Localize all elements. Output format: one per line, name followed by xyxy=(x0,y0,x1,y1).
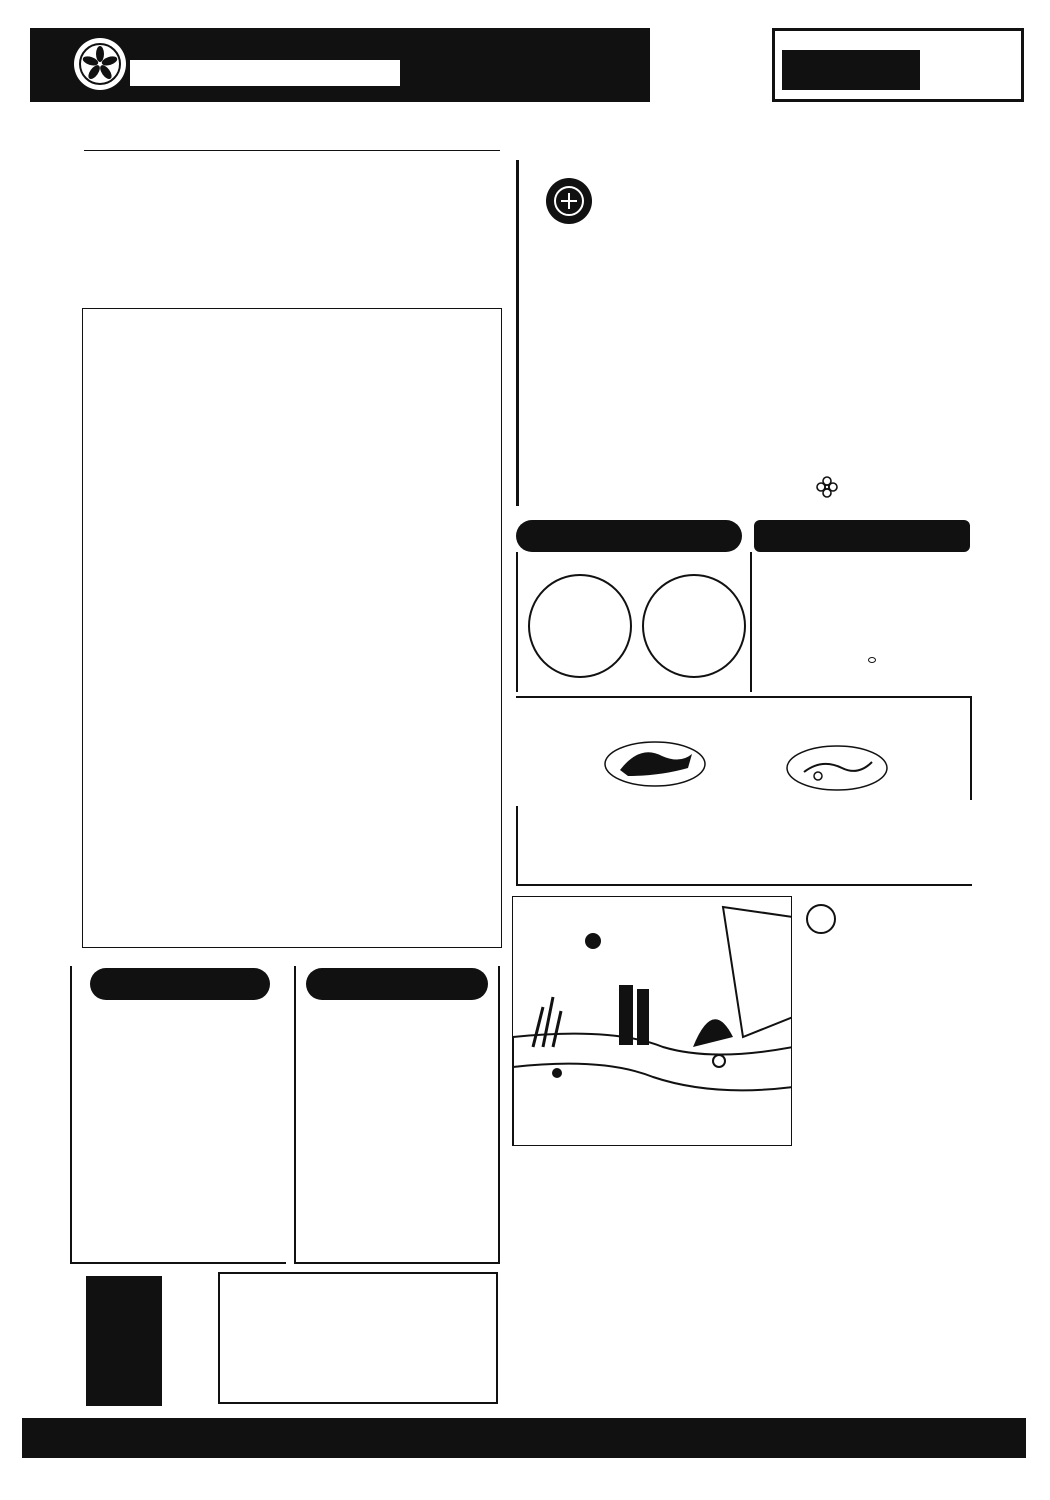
poem-zodiac-box xyxy=(294,966,500,1264)
cartoon-box xyxy=(512,896,792,1146)
minutes-box xyxy=(82,308,502,948)
border-top xyxy=(30,120,1020,144)
zodiac-rooster-icon xyxy=(782,738,892,798)
special-now-label xyxy=(516,520,742,552)
results-special-number xyxy=(868,657,876,663)
brand-emblem xyxy=(546,178,592,224)
zodiac-horse-icon xyxy=(600,734,710,794)
stats-table-title xyxy=(84,150,500,151)
treasure-map-illustration xyxy=(513,897,792,1146)
lucky-zodiac-box xyxy=(516,696,972,800)
prediction-box xyxy=(70,966,286,1264)
special-char-even xyxy=(642,574,746,678)
poem-zodiac-label xyxy=(306,968,488,1000)
results-label xyxy=(754,520,970,552)
results-box xyxy=(750,552,972,692)
cartoon-text-box xyxy=(800,900,975,1150)
special-char-big xyxy=(528,574,632,678)
marksix-flower-icon xyxy=(816,476,838,498)
cartoon-seal xyxy=(806,904,836,934)
redacted-block xyxy=(86,1276,162,1406)
hk-logo xyxy=(74,38,126,90)
ball-pyramid xyxy=(524,374,694,494)
stats-table-box xyxy=(84,150,500,151)
footer xyxy=(22,1418,1026,1458)
big-numbers-box xyxy=(516,806,972,886)
jockey-club-icon xyxy=(552,184,586,218)
prediction-label xyxy=(90,968,270,1000)
bauhinia-icon xyxy=(78,42,122,86)
issue-number xyxy=(782,50,920,90)
header-notice-box xyxy=(130,60,400,86)
golden-box xyxy=(218,1272,498,1404)
results-special xyxy=(866,648,878,667)
brand-logo xyxy=(816,476,844,498)
